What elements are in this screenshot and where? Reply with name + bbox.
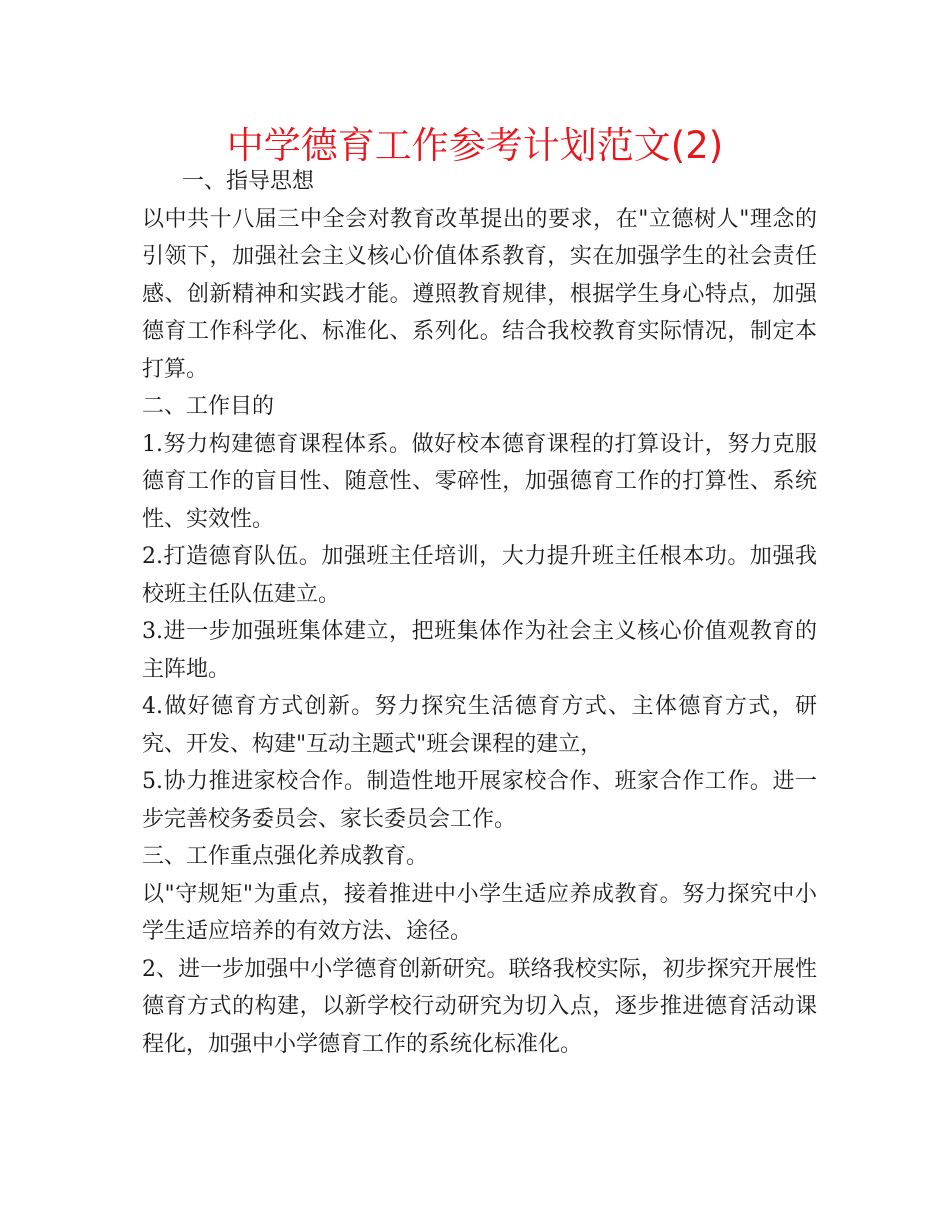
list-item-goal-5: 5.协力推进家校合作。制造性地开展家校合作、班家合作工作。进一步完善校务委员会、家长委员会工作。: [142, 769, 817, 832]
section-heading-work-goals: 二、工作目的: [142, 394, 275, 419]
list-item-goal-2: 2.打造德育队伍。加强班主任培训，大力提升班主任根本功。加强我校班主任队伍建立。: [142, 544, 817, 607]
list-item-goal-1: 1.努力构建德育课程体系。做好校本德育课程的打算设计，努力克服德育工作的盲目性、随意性、零碎性，加强德育工作的打算性、系统性、实效性。: [142, 431, 817, 532]
document-title: 中学德育工作参考计划范文(2): [226, 124, 724, 167]
section-heading-guiding-ideology: 一、指导思想: [182, 169, 315, 194]
paragraph-guiding-ideology: 以中共十八届三中全会对教育改革提出的要求，在"立德树人"理念的引领下，加强社会主义核心价值体系教育，实在加强学生的社会责任感、创新精神和实践才能。遵照教育规律，根据学生身心特点，加强德育工作科学化、标准化、系列化。结合我校教育实际情况，制定本打算。: [142, 206, 817, 382]
paragraph-rules-focus: 以"守规矩"为重点，接着推进中小学生适应养成教育。努力探究中小学生适应培养的有效方法、途径。: [142, 881, 817, 944]
list-item-goal-4: 4.做好德育方式创新。努力探究生活德育方式、主体德育方式，研究、开发、构建"互动主题式"班会课程的建立，: [142, 694, 817, 757]
section-heading-work-focus: 三、工作重点强化养成教育。: [142, 844, 429, 869]
list-item-focus-2: 2、进一步加强中小学德育创新研究。联络我校实际，初步探究开展性德育方式的构建，以新学校行动研究为切入点，逐步推进德育活动课程化，加强中小学德育工作的系统化标准化。: [142, 956, 817, 1057]
document-body: [142, 163, 817, 1063]
list-item-goal-3: 3.进一步加强班集体建立，把班集体作为社会主义核心价值观教育的主阵地。: [142, 619, 817, 682]
